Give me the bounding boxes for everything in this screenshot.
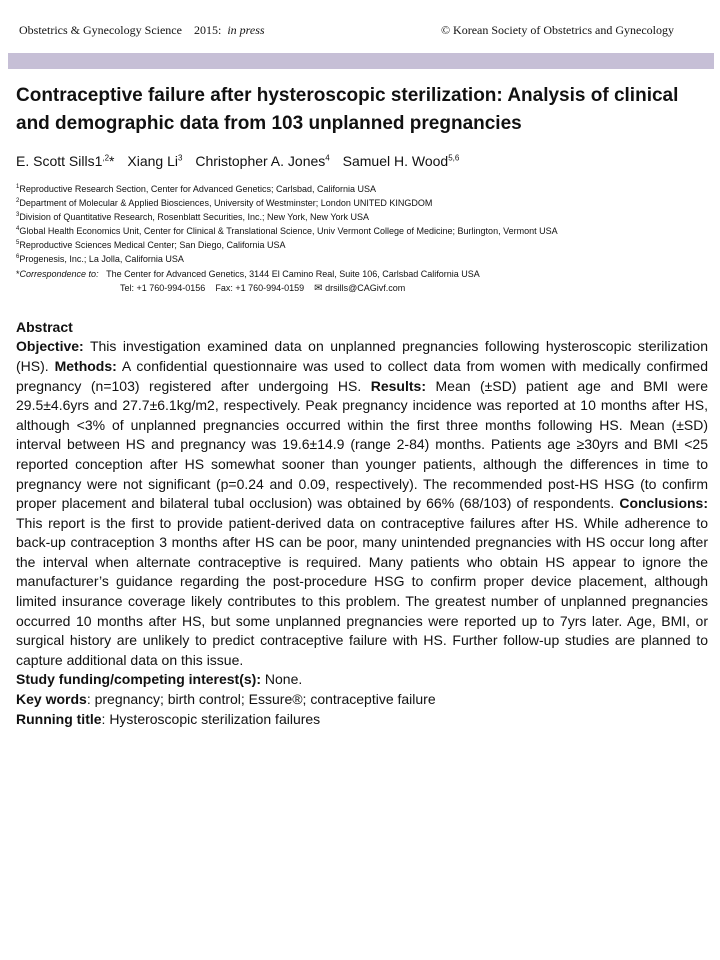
author-list	[16, 150, 708, 172]
affiliation-item	[16, 224, 708, 238]
conclusions-label: Conclusions:	[619, 495, 708, 512]
author	[16, 153, 115, 169]
affiliation-text: Reproductive Sciences Medical Center; San Diego, California USA	[19, 240, 286, 251]
author-affiliation-sup: 3	[177, 153, 183, 163]
envelope-icon: ✉	[314, 282, 323, 294]
journal-year: 2015:	[193, 23, 222, 37]
author-affiliation-sup: ,2	[102, 153, 110, 163]
running-title-label: Running title	[16, 710, 102, 727]
affiliation-text: Department of Molecular & Applied Biosciences, University of Westminster; London UNITED KINGDOM	[19, 198, 433, 209]
keywords	[16, 690, 708, 710]
running-title-text: : Hysteroscopic sterilization failures	[101, 710, 321, 727]
objective-text: This investigation examined data on unplanned pregnancies following hysteroscopic sterilization (HS).	[16, 338, 708, 374]
header-band	[8, 53, 714, 69]
affiliation-item	[16, 238, 708, 252]
corresponding-marker: *	[109, 153, 115, 169]
abstract-text	[16, 337, 708, 670]
keywords-text: : pregnancy; birth control; Essure®; contraceptive failure	[86, 691, 436, 708]
conclusions-text: This report is the first to provide patient-derived data on contraceptive failures after HS. While adherence to back-up contraception 3 months after HS can be poor, many unintended pregnancies with HS occur long after the interval when alternate contraceptive is required. Many patients who obtain HS appear to ignore the manufacturer’s guidance regarding the post-procedure HSG to confirm proper device placement, although limited insurance coverage likely contributes to this problem. The greatest number of unplanned pregnancies occurred 10 months after HS, but some unplanned pregnancies were reported up to 7yrs later. Age, BMI, or surgical history are unlikely to predict contraceptive failure with HS. Further follow-up studies are planned to capture additional data on this issue.	[16, 514, 708, 668]
author	[127, 153, 182, 169]
affiliation-text: Progenesis, Inc.; La Jolla, California USA	[19, 254, 184, 265]
affiliation-item	[16, 210, 708, 224]
affiliation-item	[16, 252, 708, 266]
affiliation-list	[16, 182, 708, 296]
author-affiliation-sup: 4	[325, 153, 330, 163]
author-affiliation-sup: 5,6	[448, 153, 460, 163]
author-name: Christopher A. Jones	[195, 153, 326, 169]
funding-text: None.	[261, 671, 303, 688]
affiliation-text: Division of Quantitative Research, Rosenblatt Securities, Inc.; New York, New York USA	[19, 212, 370, 223]
funding-label: Study funding/competing interest(s):	[16, 671, 261, 688]
author-name: E. Scott Sills1	[16, 153, 103, 169]
running-title	[16, 710, 708, 730]
affiliation-number: 2	[16, 198, 20, 205]
affiliation-text: Global Health Economics Unit, Center for Clinical & Translational Science, Univ Vermont College of Medicine; Burlington, Vermont USA	[19, 226, 558, 237]
article-body	[16, 82, 708, 729]
page-header	[19, 20, 674, 40]
article-title: Contraceptive failure after hysteroscopic sterilization: Analysis of clinical and demographic data from 103 unplanned pregnancies	[16, 85, 679, 134]
abstract-section	[16, 318, 708, 690]
affiliation-number: 5	[16, 240, 20, 247]
affiliation-item	[16, 196, 708, 210]
copyright-notice: © Korean Society of Obstetrics and Gynecology	[440, 23, 674, 37]
correspondence-marker: *	[16, 268, 20, 279]
affiliation-number: 3	[16, 212, 20, 219]
author	[343, 153, 460, 169]
affiliation-number: 4	[16, 226, 20, 233]
affiliation-text: Reproductive Research Section, Center for Advanced Genetics; Carlsbad, California USA	[19, 184, 377, 194]
methods-label: Methods:	[54, 357, 117, 374]
objective-label: Objective:	[16, 338, 84, 355]
affiliation-item	[16, 182, 708, 196]
author-name: Samuel H. Wood	[342, 153, 449, 169]
results-label: Results:	[370, 377, 426, 394]
affiliation-number: 1	[16, 184, 20, 190]
affiliation-number: 6	[16, 254, 20, 261]
correspondence-address: The Center for Advanced Genetics, 3144 El Camino Real, Suite 106, Carlsbad California USA	[106, 268, 480, 279]
email-link[interactable]: drsills@CAGivf.com	[325, 282, 406, 293]
methods-text: A confidential questionnaire was used to collect data from women with medically confirmed pregnancy (n=103) registered after undergoing HS.	[16, 357, 708, 394]
results-text: Mean (±SD) patient age and BMI were 29.5±4.6yrs and 27.7±6.1kg/m2, respectively. Peak pregnancy incidence was reported at 10 months after HS, although <3% of unplanned pregnancies occurred within the first three months following HS. Mean (±SD) interval between HS and pregnancy was 19.6±14.9 (range 2-84) months. Patients age ≥30yrs and BMI <25 reported conception after HS somewhat sooner than younger patients, although the differences in time to pregnancy were not significant (p=0.24 and 0.09, respectively). The recommended post-HS HSG (to confirm proper placement and bilateral tubal occlusion) was obtained by 66% (68/103) of respondents.	[16, 377, 708, 512]
phone-fax: Tel: +1 760-994-0156 Fax: +1 760-994-0159	[120, 282, 305, 293]
contact-line	[16, 281, 708, 296]
journal-name: Obstetrics & Gynecology Science	[19, 23, 182, 37]
publication-status: in press	[227, 23, 265, 37]
correspondence-line	[16, 267, 708, 281]
author-name: Xiang Li	[127, 153, 178, 169]
journal-line	[19, 20, 265, 40]
correspondence-label: Correspondence to:	[19, 268, 99, 279]
keywords-label: Key words	[16, 691, 87, 708]
funding-statement	[16, 670, 708, 690]
abstract-heading: Abstract	[16, 318, 73, 335]
author	[195, 153, 329, 169]
